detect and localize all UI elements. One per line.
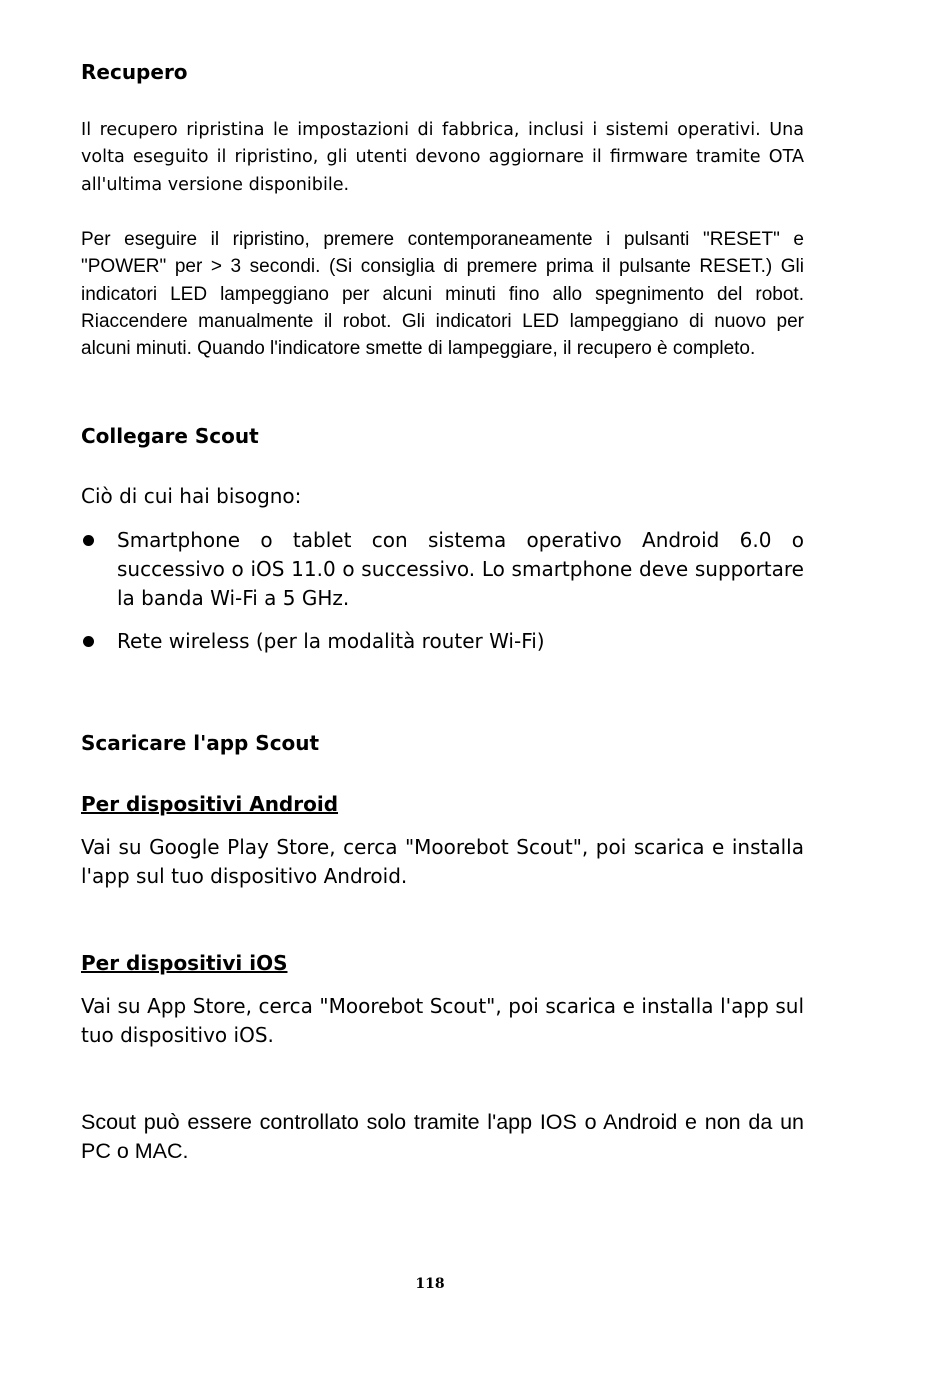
section-title-collegare: Collegare Scout (81, 424, 259, 448)
list-item (81, 526, 804, 613)
recupero-paragraph-1: Il recupero ripristina le impostazioni di fabbrica, inclusi i sistemi operativi. Una volta eseguito il ripristino, gli utenti devono aggiornare il firmware tramite OTA all'ultima versione disponibile. (81, 120, 804, 195)
section-title-scaricare: Scaricare l'app Scout (81, 731, 320, 755)
recupero-paragraph-2: Per eseguire il ripristino, premere contemporaneamente i pulsanti "RESET" e "POWER" per > 3 secondi. (Si consiglia di premere prima il pulsante RESET.) Gli indicatori LED lampeggiano per alcuni minuti fino allo spegnimento del robot. Riaccendere manualmente il robot. Gli indicatori LED lampeggiano di nuovo per alcuni minuti. Quando l'indicatore smette di lampeggiare, il recupero è completo. (81, 229, 804, 360)
page-number: 118 (415, 1276, 445, 1292)
bullet-icon (83, 636, 94, 647)
bullet-icon (83, 535, 94, 546)
collegare-intro: Ciò di cui hai bisogno: (81, 484, 302, 508)
subsection-title-android: Per dispositivi Android (81, 792, 339, 816)
list-item-text: Rete wireless (per la modalità router Wi-Fi) (117, 629, 545, 653)
control-note: Scout può essere controllato solo tramite l'app IOS o Android e non da un PC o MAC. (81, 1110, 804, 1163)
ios-instructions: Vai su App Store, cerca "Moorebot Scout", poi scarica e installa l'app sul tuo dispositivo iOS. (81, 994, 804, 1047)
section-title-recupero: Recupero (81, 60, 188, 84)
android-instructions: Vai su Google Play Store, cerca "Moorebot Scout", poi scarica e installa l'app sul tuo dispositivo Android. (81, 835, 804, 888)
subsection-title-ios: Per dispositivi iOS (81, 951, 288, 975)
list-item-text: Smartphone o tablet con sistema operativo Android 6.0 o successivo o iOS 11.0 o successivo. Lo smartphone deve supportare la banda Wi-Fi a 5 GHz. (117, 528, 804, 610)
list-item (81, 627, 804, 656)
requirements-list (81, 526, 804, 656)
